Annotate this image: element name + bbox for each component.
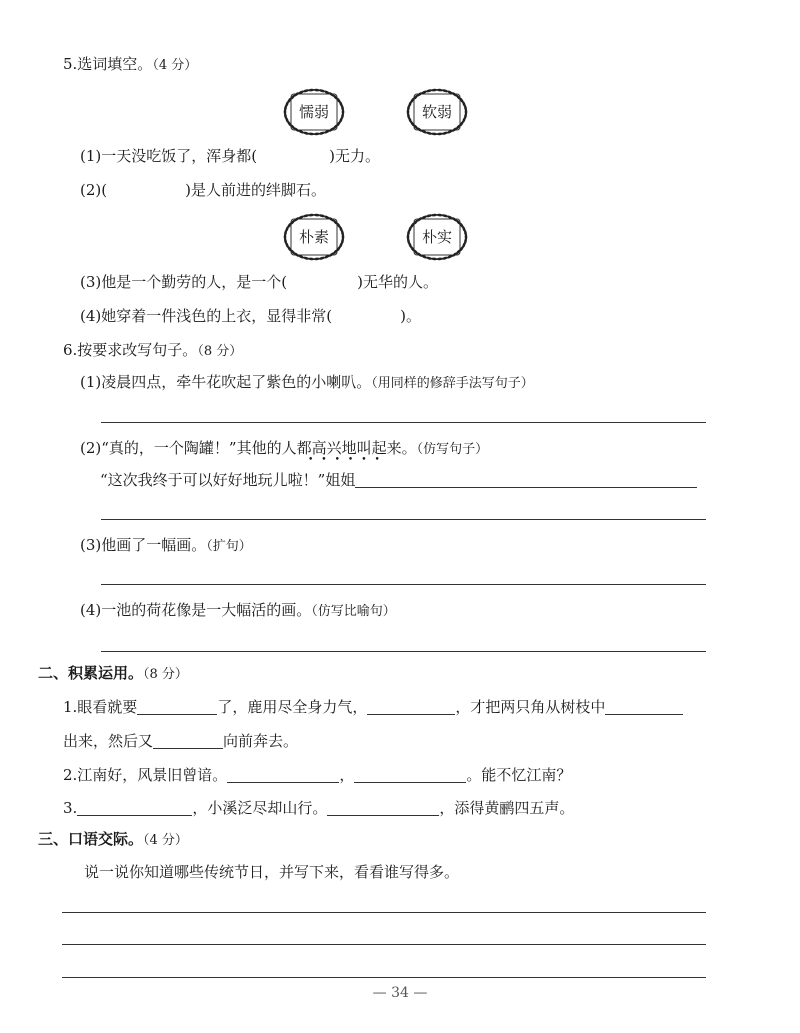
sec3-score: （4 分） xyxy=(143,833,188,848)
sentence-text: 。 xyxy=(401,439,417,457)
q6-item-1 xyxy=(80,372,534,394)
answer-blank[interactable] xyxy=(227,766,339,783)
q6-title: 6.按要求改写句子。 xyxy=(63,341,198,359)
q5-heading xyxy=(63,54,197,76)
word-option: 懦弱 xyxy=(298,103,329,121)
sentence-text: 3. xyxy=(63,799,78,817)
sec2-title: 二、积累运用。 xyxy=(38,664,144,682)
emphasized-phrase: 高兴地叫起来 xyxy=(311,439,402,457)
sentence-text: 2.江南好，风景旧曾谙。 xyxy=(63,766,228,784)
sentence-text: “这次我终于可以好好地玩儿啦！”姐姐 xyxy=(100,471,356,489)
word-option: 软弱 xyxy=(421,103,452,121)
sentence-text: (2)“真的，一个陶罐！”其他的人都 xyxy=(80,439,312,457)
instruction-note: （扩句） xyxy=(206,539,252,554)
sentence-text: (4)她穿着一件浅色的上衣，显得非常( xyxy=(80,307,333,325)
answer-line[interactable] xyxy=(62,944,706,945)
sec3-title: 三、口语交际。 xyxy=(38,830,144,848)
sec2-score: （8 分） xyxy=(143,667,188,682)
sentence-text: ， xyxy=(339,766,355,784)
sentence-text: 出来，然后又 xyxy=(63,732,154,750)
q5-title: 5.选词填空。 xyxy=(63,55,153,73)
q6-item-3 xyxy=(80,535,252,557)
answer-line[interactable] xyxy=(101,519,706,520)
q5-score: （4 分） xyxy=(152,58,198,73)
sentence-text: )是人前进的绊脚石。 xyxy=(185,181,326,199)
sec2-item-2 xyxy=(63,765,571,785)
answer-blank[interactable] xyxy=(327,799,439,816)
sentence-text: (2)( xyxy=(80,181,108,199)
word-frame xyxy=(282,212,346,262)
sentence-text: 1.眼看就要 xyxy=(63,698,138,716)
sentence-text: (1)一天没吃饭了，浑身都( xyxy=(80,147,258,165)
q6-item-2 xyxy=(80,438,488,460)
sentence-text: (3)他画了一幅画。 xyxy=(80,536,207,554)
answer-blank[interactable] xyxy=(153,732,223,749)
answer-line[interactable] xyxy=(101,422,706,423)
sentence-text: (1)凌晨四点，牵牛花吹起了紫色的小喇叭。 xyxy=(80,373,372,391)
instruction-note: （仿写句子） xyxy=(416,442,489,457)
word-frame xyxy=(282,87,346,137)
word-frame xyxy=(405,212,469,262)
page-number: — 34 — xyxy=(372,985,428,1001)
word-option: 朴素 xyxy=(298,228,329,246)
emphasis-dots: •••••• xyxy=(308,455,388,465)
q5-sentence-3 xyxy=(80,272,438,292)
q5-sentence-1 xyxy=(80,146,380,166)
word-frame xyxy=(405,87,469,137)
sec2-item-1 xyxy=(63,697,683,717)
answer-line[interactable] xyxy=(62,912,706,913)
answer-blank[interactable] xyxy=(354,766,466,783)
sentence-text: 向前奔去。 xyxy=(223,732,299,750)
sentence-text: ，才把两只角从树枝中 xyxy=(455,698,606,716)
q6-heading xyxy=(63,340,242,362)
q6-score: （8 分） xyxy=(197,344,243,359)
sec2-item-3 xyxy=(63,798,574,818)
instruction-note: （用同样的修辞手法写句子） xyxy=(371,376,534,391)
answer-line[interactable] xyxy=(62,977,706,978)
sentence-text: ，添得黄鹂四五声。 xyxy=(439,799,575,817)
answer-line[interactable] xyxy=(101,651,706,652)
q5-sentence-2 xyxy=(80,180,326,200)
q5-sentence-4 xyxy=(80,306,421,326)
sentence-text: ，小溪泛尽却山行。 xyxy=(192,799,328,817)
sec2-item-1-cont xyxy=(63,731,298,751)
answer-blank[interactable] xyxy=(367,698,455,715)
q6-item-2-line-2 xyxy=(100,470,697,490)
answer-blank[interactable] xyxy=(137,698,217,715)
sec3-heading xyxy=(38,829,188,851)
sentence-text: (4)一池的荷花像是一大幅活的画。 xyxy=(80,601,312,619)
answer-blank[interactable] xyxy=(355,471,697,488)
sentence-text: )无华的人。 xyxy=(357,273,438,291)
word-option: 朴实 xyxy=(421,228,452,246)
sentence-text: )。 xyxy=(400,307,421,325)
q6-item-4 xyxy=(80,600,396,622)
sec3-prompt: 说一说你知道哪些传统节日，并写下来，看看谁写得多。 xyxy=(84,863,460,881)
sec2-heading xyxy=(38,663,188,685)
answer-blank[interactable] xyxy=(77,799,192,816)
sentence-text: (3)他是一个勤劳的人，是一个( xyxy=(80,273,288,291)
answer-line[interactable] xyxy=(101,584,706,585)
instruction-note: （仿写比喻句） xyxy=(311,604,396,619)
sentence-text: 。能不忆江南？ xyxy=(466,766,572,784)
answer-blank[interactable] xyxy=(605,698,683,715)
sentence-text: 了，鹿用尽全身力气， xyxy=(217,698,368,716)
sentence-text: )无力。 xyxy=(329,147,380,165)
